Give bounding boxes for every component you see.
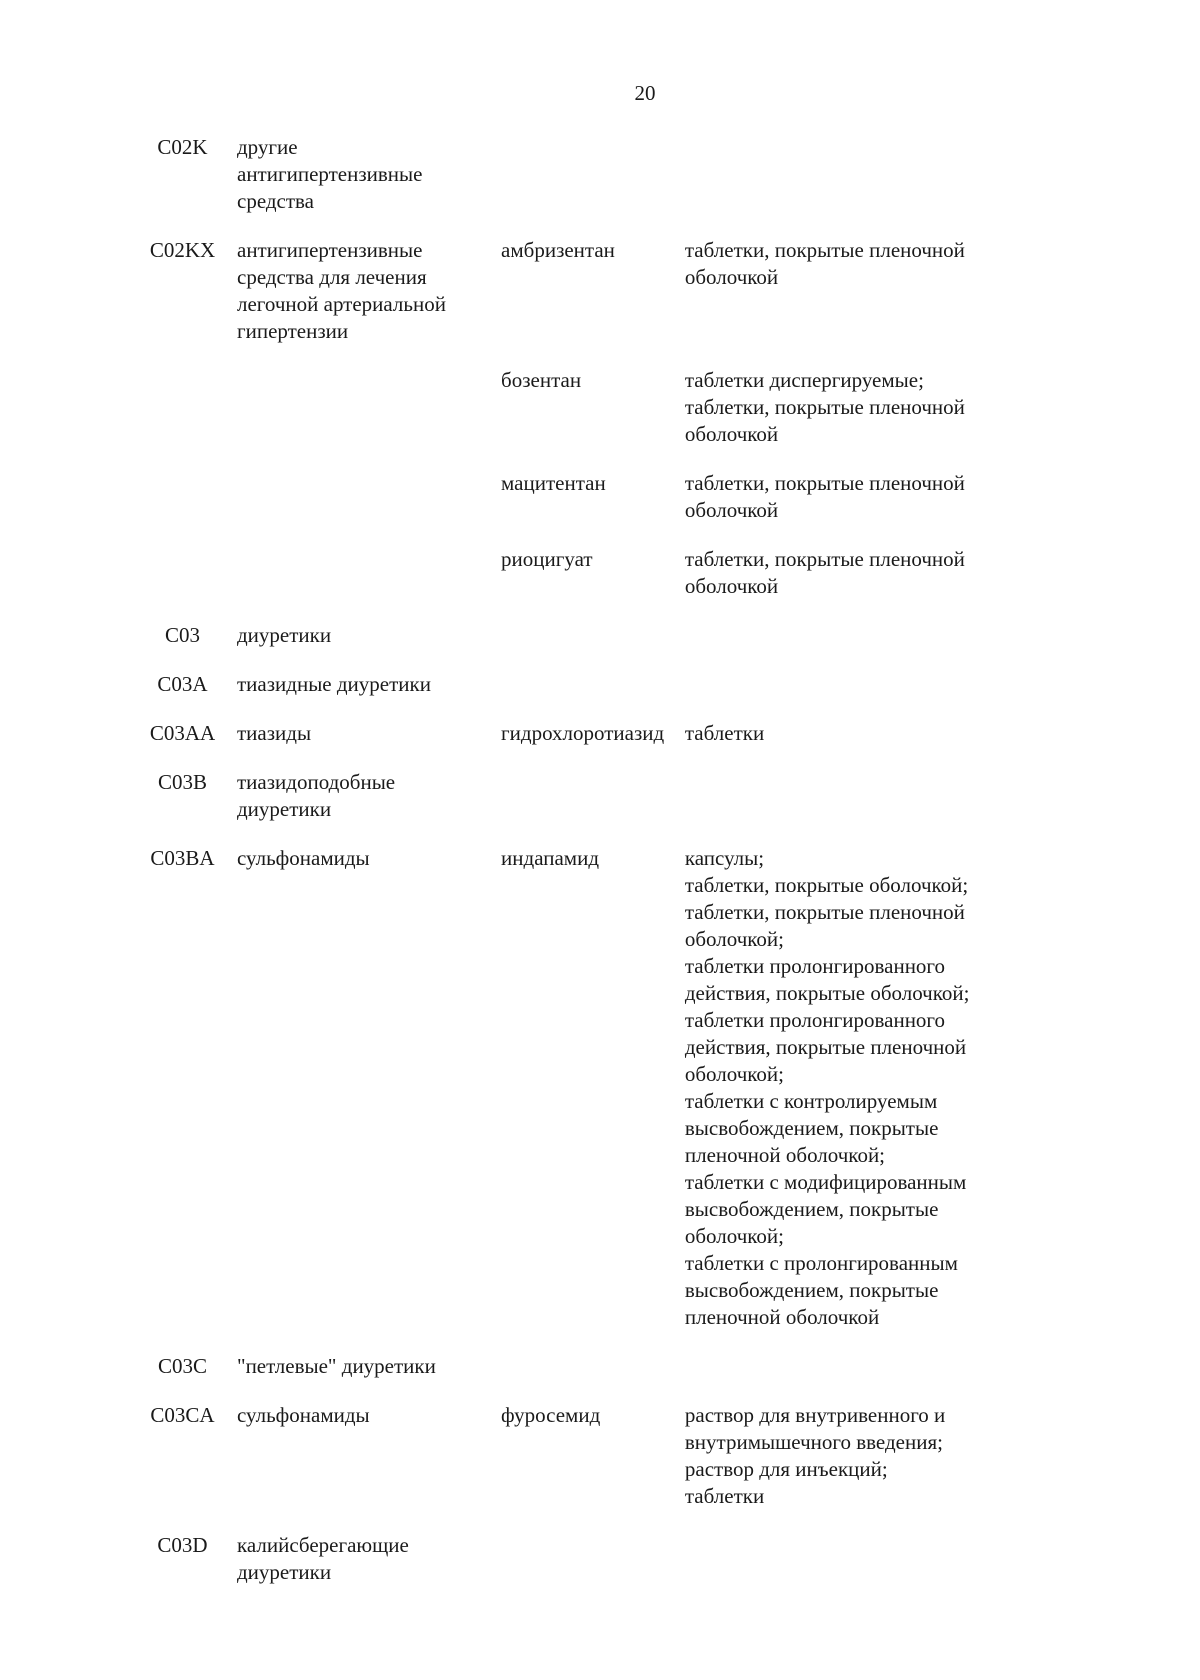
atc-code-cell: C03A <box>157 672 208 696</box>
atc-code-cell <box>136 546 237 622</box>
atc-code-cell <box>136 470 237 546</box>
atc-code-cell: C03CA <box>150 1403 215 1427</box>
table-row <box>136 1402 996 1532</box>
table-row <box>136 134 996 237</box>
dosage-form-item: таблетки диспергируемые; <box>684 368 924 392</box>
dosage-form-item: таблетки, покрытые пленочной оболочкой <box>684 471 965 522</box>
table-row <box>136 671 996 720</box>
dosage-forms-cell <box>685 671 996 720</box>
dosage-forms-cell <box>685 470 996 546</box>
substance-cell: гидрохлоротиазид <box>501 721 665 745</box>
substance-cell <box>501 134 685 237</box>
dosage-form-item: таблетки, покрытые пленочной оболочкой <box>684 238 965 289</box>
atc-code-cell: C02KX <box>149 238 216 262</box>
substance-cell <box>501 622 685 671</box>
dosage-form-item: капсулы; <box>684 846 765 870</box>
dosage-form-item: раствор для внутривенного и внутримышечного введения; <box>684 1403 946 1454</box>
table-row <box>136 367 996 470</box>
substance-cell: индапамид <box>501 846 600 870</box>
atc-code-cell: C03 <box>164 623 200 647</box>
atc-code-cell: C03D <box>157 1533 208 1557</box>
dosage-form-item: таблетки, покрытые оболочкой; <box>684 873 969 897</box>
group-name-cell: другие антигипертензивные средства <box>237 135 423 213</box>
dosage-forms-cell <box>685 1353 996 1402</box>
group-name-cell: сульфонамиды <box>237 1403 370 1427</box>
drug-table <box>136 134 996 1608</box>
group-name-cell: тиазидные диуретики <box>237 672 431 696</box>
group-name-cell <box>237 546 501 622</box>
dosage-form-item: таблетки, покрытые пленочной оболочкой <box>684 395 965 446</box>
table-row <box>136 622 996 671</box>
group-name-cell <box>237 470 501 546</box>
dosage-form-item: таблетки с контролируемым высвобождением, покрытые пленочной оболочкой; <box>684 1089 939 1167</box>
group-name-cell: тиазидоподобные диуретики <box>237 770 396 821</box>
table-row <box>136 470 996 546</box>
atc-code-cell: C03BA <box>150 846 215 870</box>
substance-cell: амбризентан <box>501 238 615 262</box>
group-name-cell: тиазиды <box>237 721 312 745</box>
table-row <box>136 237 996 367</box>
substance-cell: мацитентан <box>501 471 606 495</box>
dosage-form-item: таблетки пролонгированного действия, покрытые оболочкой; <box>684 954 970 1005</box>
dosage-form-item: раствор для инъекций; <box>684 1457 888 1481</box>
substance-cell <box>501 1353 685 1402</box>
group-name-cell <box>237 367 501 470</box>
table-row <box>136 720 996 769</box>
dosage-form-item: таблетки, покрытые пленочной оболочкой <box>684 547 965 598</box>
group-name-cell: диуретики <box>237 623 332 647</box>
group-name-cell: антигипертензивные средства для лечения легочной артериальной гипертензии <box>237 238 446 343</box>
table-row <box>136 845 996 1353</box>
dosage-form-item: таблетки <box>684 1484 765 1508</box>
atc-code-cell: C03AA <box>149 721 216 745</box>
dosage-forms-cell <box>685 1402 996 1532</box>
substance-cell <box>501 769 685 845</box>
substance-cell <box>501 671 685 720</box>
dosage-forms-cell <box>685 720 996 769</box>
dosage-forms-cell <box>685 1532 996 1608</box>
atc-code-cell <box>136 367 237 470</box>
atc-code-cell: C02K <box>157 135 208 159</box>
dosage-form-item: таблетки с пролонгированным высвобождением, покрытые пленочной оболочкой <box>684 1251 958 1329</box>
atc-code-cell: C03C <box>157 1354 207 1378</box>
atc-code-cell: C03B <box>157 770 207 794</box>
table-row <box>136 546 996 622</box>
substance-cell: бозентан <box>501 368 582 392</box>
dosage-forms-cell <box>685 134 996 237</box>
dosage-form-item: таблетки с модифицированным высвобождением, покрытые оболочкой; <box>684 1170 967 1248</box>
substance-cell: фуросемид <box>501 1403 601 1427</box>
table-row <box>136 1353 996 1402</box>
dosage-forms-cell <box>685 769 996 845</box>
dosage-forms-cell <box>685 546 996 622</box>
dosage-forms-cell <box>685 237 996 367</box>
dosage-form-item: таблетки пролонгированного действия, покрытые пленочной оболочкой; <box>684 1008 967 1086</box>
group-name-cell: сульфонамиды <box>237 846 370 870</box>
table-body <box>136 134 996 1608</box>
dosage-form-item: таблетки, покрытые пленочной оболочкой; <box>684 900 965 951</box>
dosage-forms-cell <box>685 622 996 671</box>
page-number: 20 <box>634 81 656 105</box>
dosage-form-item: таблетки <box>684 721 765 745</box>
substance-cell <box>501 1532 685 1608</box>
table-row <box>136 769 996 845</box>
dosage-forms-cell <box>685 367 996 470</box>
dosage-forms-cell <box>685 845 996 1353</box>
group-name-cell: "петлевые" диуретики <box>237 1354 436 1378</box>
table-row <box>136 1532 996 1608</box>
group-name-cell: калийсберегающие диуретики <box>237 1533 409 1584</box>
substance-cell: риоцигуат <box>501 547 593 571</box>
